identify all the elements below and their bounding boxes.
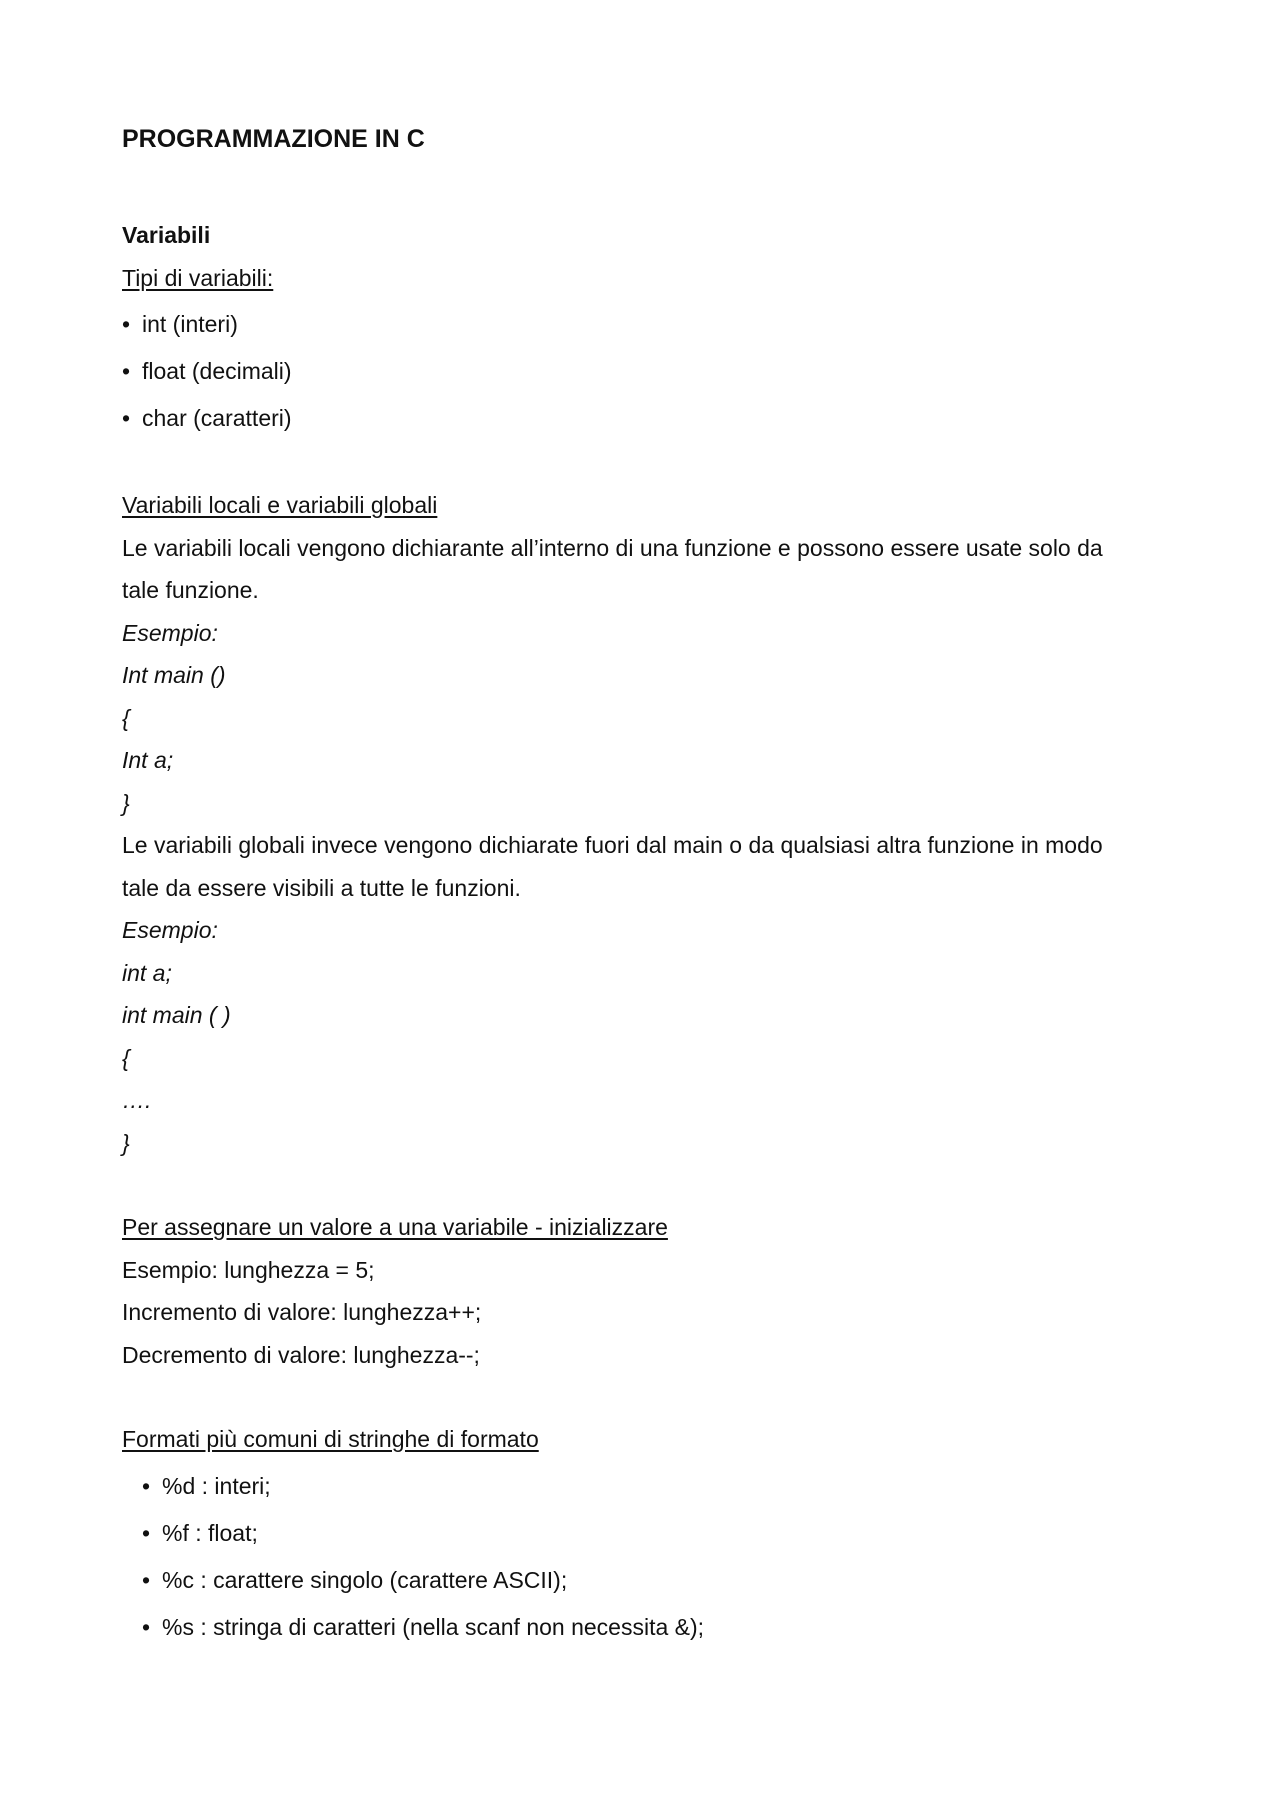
code-line: int a; [122,959,172,986]
list-item: • %d : interi; [122,1463,1162,1510]
list-item: • int (interi) [122,301,1162,348]
list-item: • char (caratteri) [122,395,1162,442]
code-line: int main ( ) [122,1002,231,1028]
spacer [122,1376,1162,1418]
code-line: } [122,1129,130,1156]
paragraph-global-2: tale da essere visibili a tutte le funzioni. [122,874,521,901]
subheading-tipi-di-variabili: Tipi di variabili: [122,264,274,291]
code-line: } [122,789,130,816]
example-label-global: Esempio: [122,917,218,943]
list-item: • float (decimali) [122,348,1162,395]
code-line: { [122,1044,130,1071]
spacer [122,1164,1162,1206]
assign-line: Incremento di valore: lunghezza++; [122,1299,482,1325]
variable-types-list [122,301,1162,442]
code-line: …. [122,1087,152,1113]
assign-line: Decremento di valore: lunghezza--; [122,1341,480,1368]
assign-line: Esempio: lunghezza = 5; [122,1256,375,1283]
section-heading-variabili: Variabili [122,222,211,248]
document-page [122,124,1162,1651]
subheading-scope: Variabili locali e variabili globali [122,492,438,518]
list-item: • %c : carattere singolo (carattere ASCII); [122,1557,1162,1604]
paragraph-local-2: tale funzione. [122,577,259,603]
subheading-assign: Per assegnare un valore a una variabile - inizializzare [122,1214,668,1240]
example-label-local: Esempio: [122,619,218,646]
code-line: Int main () [122,662,226,688]
code-line: Int a; [122,747,174,773]
paragraph-local-1: Le variabili locali vengono dichiarante all’interno di una funzione e possono essere usate solo da [122,534,1103,561]
paragraph-global-1: Le variabili globali invece vengono dichiarate fuori dal main o da qualsiasi altra funzione in modo [122,832,1103,858]
list-item: • %f : float; [122,1510,1162,1557]
format-specifiers-list [122,1463,1162,1651]
subheading-formats: Formati più comuni di stringhe di formato [122,1426,539,1452]
code-line: { [122,704,130,731]
spacer [122,442,1162,484]
page-title: PROGRAMMAZIONE IN C [122,125,425,153]
list-item: • %s : stringa di caratteri (nella scanf non necessita &); [122,1604,1162,1651]
